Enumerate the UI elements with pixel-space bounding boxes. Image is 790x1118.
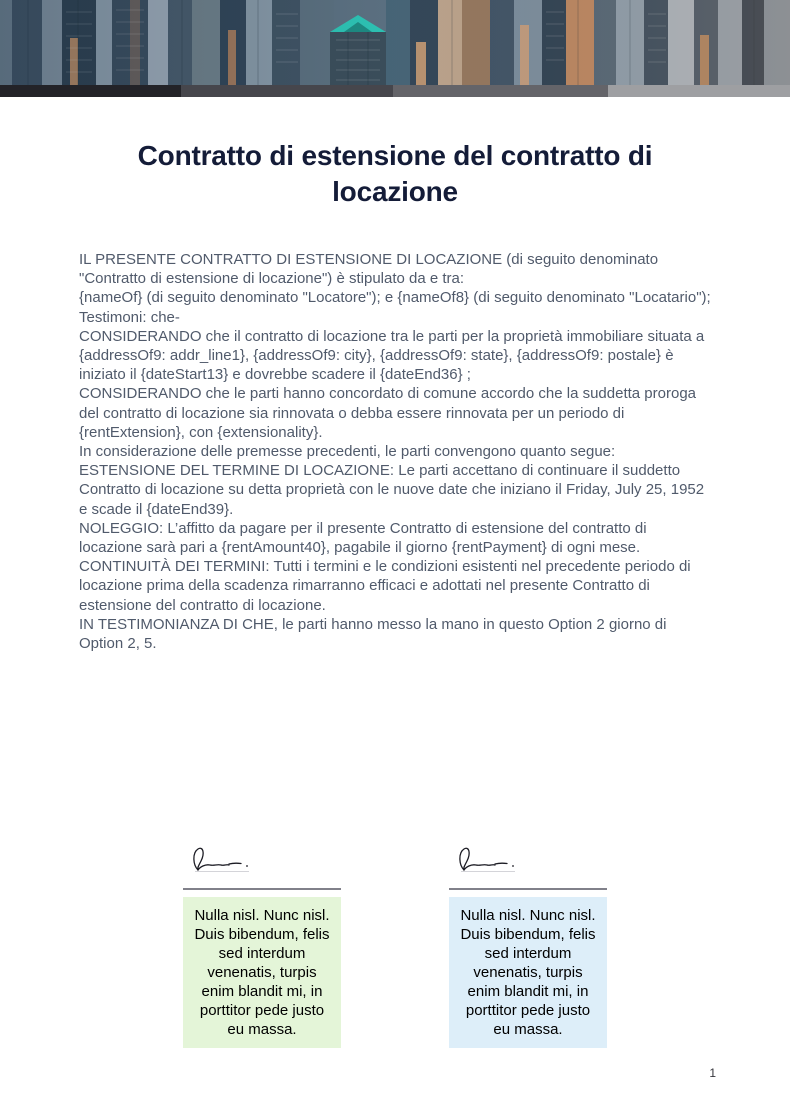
divider-segment-2	[181, 85, 394, 97]
signature-block-right	[395, 843, 661, 1048]
header-divider-bar	[0, 85, 790, 97]
signature-line	[449, 888, 607, 890]
contract-paragraph: CONSIDERANDO che le parti hanno concordato di comune accordo che la suddetta proroga del contratto di locazione sia rinnovata o debba essere rinnovata per un periodo di {rentExtension}, con {extensionality}.	[79, 385, 696, 441]
city-skyline-graphic	[0, 0, 790, 85]
contract-paragraph: ESTENSIONE DEL TERMINE DI LOCAZIONE: Le parti accettano di continuare il suddetto Contratto di locazione su detta proprietà con le nuove date che iniziano il Friday, July 25, 1952 e scade il {dateEnd39}.	[79, 462, 705, 518]
contract-paragraph: CONTINUITÀ DEI TERMINI: Tutti i termini e le condizioni esistenti nel precedente periodo di locazione prima della scadenza rimarranno efficaci e adottati nel presente Contratto di estensione del contratto di locazione.	[79, 558, 691, 614]
divider-segment-1	[0, 85, 181, 97]
contract-paragraph: CONSIDERANDO che il contratto di locazione tra le parti per la proprietà immobiliare situata a {addressOf9: addr_line1}, {addressOf9: city}, {addressOf9: state}, {addressOf9: postale} è iniziato il {dateStart13} e dovrebbe scadere il {dateEnd36} ;	[79, 327, 705, 384]
signature-note: Nulla nisl. Nunc nisl. Duis bibendum, felis sed interdum venenatis, turpis enim blandit mi, in porttitor pede justo eu massa.	[183, 897, 341, 1048]
contract-paragraph: {nameOf} (di seguito denominato "Locatore"); e {nameOf8} (di seguito denominato "Locatario"); Testimoni: che-	[79, 289, 711, 326]
signature-scribble-icon	[191, 843, 255, 875]
divider-segment-3	[393, 85, 608, 97]
signature-section	[129, 843, 661, 1048]
signature-block-left	[129, 843, 395, 1048]
signature-note: Nulla nisl. Nunc nisl. Duis bibendum, felis sed interdum venenatis, turpis enim blandit mi, in porttitor pede justo eu massa.	[449, 897, 607, 1048]
header-city-photo	[0, 0, 790, 85]
page-title: Contratto di estensione del contratto di locazione	[137, 140, 653, 207]
divider-segment-4	[608, 85, 790, 97]
contract-paragraph: NOLEGGIO: L’affitto da pagare per il presente Contratto di estensione del contratto di locazione sarà pari a {rentAmount40}, pagabile il giorno {rentPayment} di ogni mese.	[79, 519, 647, 557]
contract-body	[79, 250, 711, 653]
page-number: 1	[709, 1066, 716, 1080]
signature-line	[183, 888, 341, 890]
contract-paragraph: IN TESTIMONIANZA DI CHE, le parti hanno messo la mano in questo Option 2 giorno di Option 2, 5.	[79, 615, 667, 653]
contract-paragraph: In considerazione delle premesse precedenti, le parti convengono quanto segue:	[79, 443, 616, 461]
contract-paragraph: IL PRESENTE CONTRATTO DI ESTENSIONE DI LOCAZIONE (di seguito denominato "Contratto di estensione di locazione") è stipulato da e tra:	[79, 251, 659, 288]
signature-scribble-icon	[457, 843, 521, 875]
